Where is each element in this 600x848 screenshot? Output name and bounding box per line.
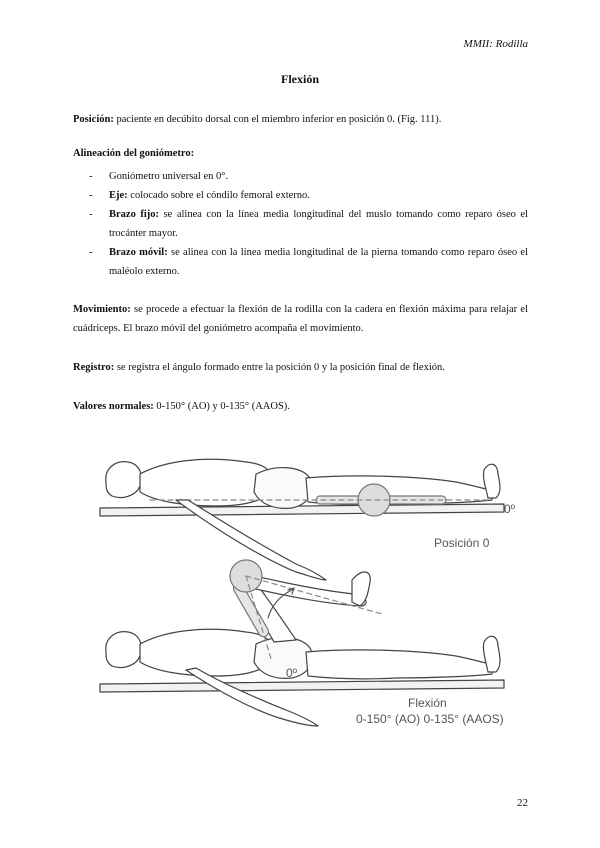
position-paragraph: [73, 110, 528, 129]
normal-values-label: Valores normales:: [73, 401, 154, 412]
running-header: MMII: Rodilla: [463, 38, 528, 50]
section-title: Flexión: [281, 72, 319, 86]
movement-label: Movimiento:: [73, 304, 131, 315]
movement-paragraph: [73, 300, 528, 338]
alignment-heading: Alineación del goniómetro:: [73, 148, 195, 159]
record-label: Registro:: [73, 362, 115, 373]
knee-flexion-illustration: [96, 430, 528, 735]
list-item: - Brazo móvil: se alinea con la línea media longitudinal de la pierna tomando como reparo óseo el maléolo externo.: [89, 247, 528, 277]
page-number: 22: [517, 797, 528, 809]
record-text: se registra el ángulo formado entre la posición 0 y la posición final de flexión.: [114, 362, 445, 373]
goniometry-figure: [96, 430, 528, 735]
bottom-caption-title: Flexión: [408, 696, 447, 710]
top-angle-label: 0º: [504, 502, 516, 516]
bottom-caption-values: 0-150° (AO) 0-135° (AAOS): [356, 712, 504, 726]
list-item: - Brazo fijo: se alinea con la línea media longitudinal del muslo tomando como reparo óseo el trocánter mayor.: [89, 209, 528, 239]
list-item: - Eje: colocado sobre el cóndilo femoral externo.: [89, 190, 310, 201]
record-paragraph: [73, 358, 528, 377]
alignment-list: [73, 167, 528, 281]
position-label: Posición:: [73, 114, 114, 125]
bottom-angle-label: 0º: [286, 666, 298, 680]
top-caption: Posición 0: [434, 536, 490, 550]
list-item: - Goniómetro universal en 0°.: [89, 171, 229, 182]
normal-values-paragraph: [73, 397, 528, 416]
normal-values-text: 0-150° (AO) y 0-135° (AAOS).: [153, 401, 290, 412]
position-text: paciente en decúbito dorsal con el miembro inferior en posición 0. (Fig. 111).: [113, 114, 442, 125]
movement-text: se procede a efectuar la flexión de la rodilla con la cadera en flexión máxima para relajar el cuádriceps. El brazo móvil del goniómetro acompaña el movimiento.: [73, 304, 528, 334]
